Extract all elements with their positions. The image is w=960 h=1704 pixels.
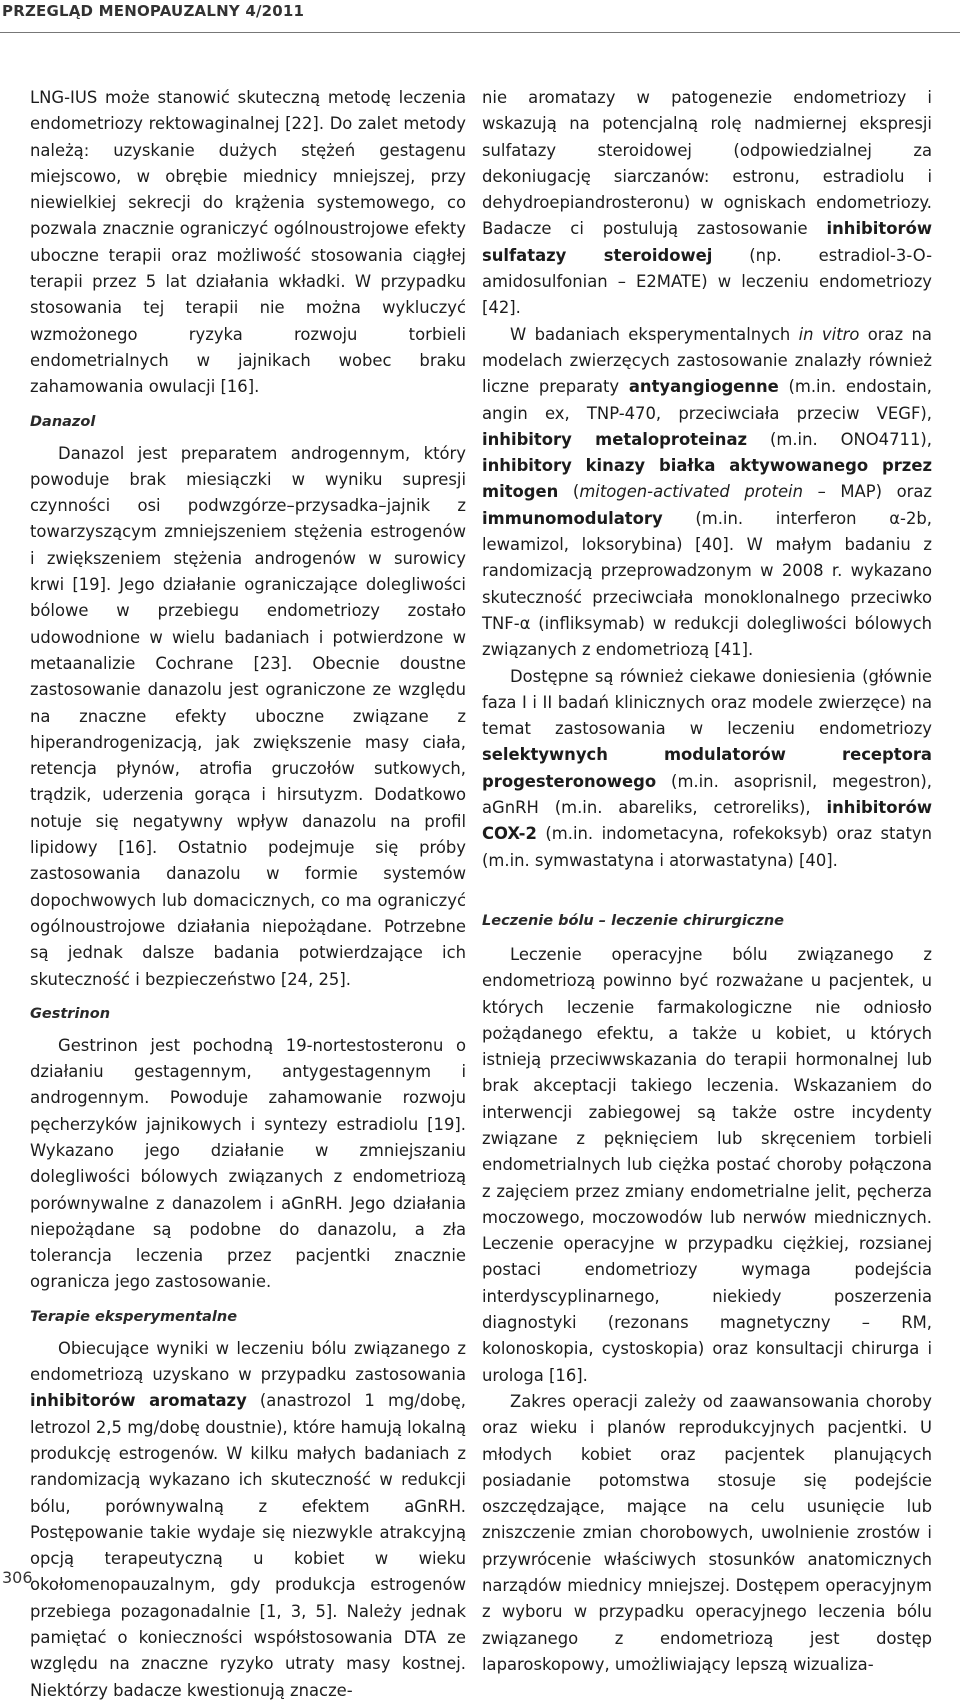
text-run: (m.in. indometacyna, rofekoksyb) oraz statyn (m.in. symwastatyna i atorwastatyna) [40]. (482, 824, 932, 870)
bold-term: inhibitorów COX-2 (482, 798, 932, 844)
italic-term: in vitro (798, 324, 860, 344)
bold-term: selektywnych modulatorów receptora progesteronowego (482, 745, 932, 791)
text-run: (np. estradiol-3-O-amidosulfonian – E2MATE) w leczeniu endometriozy [42]. (482, 245, 932, 318)
text-run: (m.in. ONO4711), (747, 429, 932, 449)
page-number: 306 (2, 1568, 33, 1587)
right-column (482, 85, 932, 1678)
text-run: ( (558, 482, 580, 502)
left-column (30, 85, 466, 1704)
bold-term: inhibitory kinazy białka aktywowanego przez mitogen (482, 456, 932, 502)
heading-danazol: Danazol (30, 413, 96, 430)
text-run: nie aromatazy w patogenezie endometriozy i wskazują na potencjalną rolę nadmiernej ekspresji sulfatazy steroidowej (odpowiedzialnej za dekoniugację siarczanów: estronu, estradiolu i dehydroepiandrosteronu) w ogniskach endometriozy. Badacze ci postulują zastosowanie (482, 88, 932, 239)
heading-leczenie-chirurgiczne: Leczenie bólu – leczenie chirurgiczne (482, 912, 785, 929)
heading-terapie-eksperymentalne: Terapie eksperymentalne (30, 1308, 238, 1325)
bold-term: inhibitorów sulfatazy steroidowej (482, 219, 932, 265)
journal-title: PRZEGLĄD MENOPAUZALNY 4/2011 (2, 2, 305, 20)
text-run: Obiecujące wyniki w leczeniu bólu związanego z endometriozą uzyskano w przypadku zastosowania (30, 1338, 466, 1385)
paragraph-danazol: Danazol jest preparatem androgennym, który powoduje brak miesiączki w wyniku supresji czynności osi podwzgórze–przysadka–jajnik z towarzyszącym zmniejszeniem stężenia estrogenów i zwiększeniem stężenia androgenów w surowicy krwi [19]. Jego działanie ograniczające dolegliwości bólowe w przebiegu endometriozy zostało udowodnione w wielu badaniach i potwierdzone w metaanalizie Cochrane [23]. Obecnie doustne zastosowanie danazolu jest ograniczone ze względu na znaczne efekty uboczne związane z hiperandrogenizacją, jak zwiększenie masy ciała, retencja płynów, atrofia gruczołów sutkowych, trądzik, uderzenia gorąca i hirsutyzm. Dodatkowo notuje się negatywny wpływ danazolu na profil lipidowy [16]. Ostatnio podejmuje się próby zastosowania danazolu w formie systemów dopochwowych lub domacicznych, co ma ograniczyć ogólnoustrojowe działania niepożądane. Potrzebne są jednak dalsze badania potwierdzające ich skuteczność i bezpieczeństwo [24, 25]. (30, 443, 466, 989)
bold-term: immunomodulatory (482, 508, 663, 528)
text-run: (m.in. asoprisnil, megestron), aGnRH (m.in. abareliks, cetroreliks), (482, 771, 932, 818)
paragraph-lng-ius: LNG-IUS może stanowić skuteczną metodę leczenia endometriozy rektowaginalnej [22]. Do zalet metody należą: uzyskanie dużych stężeń gestagenu miejscowo, w obrębie miednicy mniejszej, przy niewielkiej sekrecji do krążenia systemowego, co pozwala znacznie ograniczyć ogólnoustrojowe efekty uboczne terapii oraz możliwość stosowania ciągłej terapii przez 5 lat działania wkładki. W przypadku stosowania tej terapii nie można wykluczyć wzmożonego ryzyka rozwoju torbieli endometrialnych w jajnikach wobec braku zahamowania owulacji [16]. (30, 88, 466, 397)
paragraph-badania-eksperymentalne (482, 322, 932, 664)
bold-term: inhibitory metaloproteinaz (482, 429, 748, 449)
paragraph-leczenie-operacyjne: Leczenie operacyjne bólu związanego z endometriozą powinno być rozważane u pacjentek, u których leczenie farmakologiczne nie odniosło pożądanego efektu, a także u kobiet, u których istnieją przeciwwskazania do terapii hormonalnej lub brak akceptacji takiego leczenia. Wskazaniem do interwencji zabiegowej są także ostre incydenty związane z pęknięciem lub skręceniem torbieli endometrialnych lub ciężka postać choroby połączona z zajęciem przez zmiany endometrialne jelit, pęcherza moczowego, moczowodów lub nerwów miednicznych. Leczenie operacyjne w przypadku ciężkiej, rozsianej postaci endometriozy wymaga podejścia interdyscyplinarnego, niekiedy poszerzenia diagnostyki (rezonans magnetyczny – RM, kolonoskopia, cystoskopia) oraz konsultacji chirurga i urologa [16]. (482, 944, 932, 1385)
text-run: (m.in. interferon α-2b, lewamizol, loksorybina) [40]. W małym badaniu z randomizacją przeprowadzonym w 2008 r. wykazano skuteczność przeciwciała monoklonalnego przeciwko TNF-α (infliksymab) w redukcji dolegliwości bólowych związanych z endometriozą [41]. (482, 508, 932, 660)
header-rule (0, 32, 960, 33)
bold-term: inhibitorów aromatazy (30, 1391, 247, 1411)
bold-term: antyangiogenne (628, 377, 779, 397)
paragraph-zakres-operacji: Zakres operacji zależy od zaawansowania choroby oraz wieku i planów reprodukcyjnych pacjentki. U młodych kobiet oraz pacjentek planujących posiadanie potomstwa stosuje się podejście oszczędzające, mające na celu usunięcie lub zniszczenie zmian chorobowych, uwolnienie zrostów i przywrócenie właściwych stosunków anatomicznych narządów miednicy mniejszej. Dostępem operacyjnym z wyboru w przypadku operacyjnego leczenia bólu związanego z endometriozą jest dostęp laparoskopowy, umożliwiający lepszą wizualiza- (482, 1391, 932, 1674)
italic-term: mitogen-activated protein (579, 482, 803, 502)
text-run: – MAP) oraz (803, 482, 933, 502)
text-run: W badaniach eksperymentalnych (510, 324, 799, 344)
paragraph-aromataza (482, 85, 932, 322)
paragraph-terapie (30, 1336, 466, 1704)
running-header (0, 0, 960, 36)
text-run: oraz na modelach zwierzęcych zastosowanie znalazły również liczne preparaty (482, 324, 932, 397)
paragraph-gestrinon: Gestrinon jest pochodną 19-nortestosteronu o działaniu gestagennym, antygestagennym i androgennym. Powoduje zahamowanie rozwoju pęcherzyków jajnikowych i syntezy estradiolu [19]. Wykazano jego działanie w zmniejszaniu dolegliwości bólowych związanych z endometriozą porównywalne z danazolem i aGnRH. Jego działania niepożądane są podobne do danazolu, a zła tolerancja leczenia przez pacjentki znacznie ogranicza jego zastosowanie. (30, 1035, 466, 1292)
text-run: (anastrozol 1 mg/dobę, letrozol 2,5 mg/dobę doustnie), które hamują lokalną produkcję estrogenów. W kilku małych badaniach z randomizacją wykazano ich skuteczność w redukcji bólu, porównywalną z efektem aGnRH. Postępowanie takie wydaje się niezwykle atrakcyjną opcją terapeutyczną u kobiet w wieku okołomenopauzalnym, gdy produkcja estrogenów przebiega pozagonadalnie [1, 3, 5]. Należy jednak pamiętać o konieczności współstosowania DTA ze względu na znaczne ryzyko utraty masy kostnej. Niektórzy badacze kwestionują znacze- (30, 1391, 466, 1700)
text-run: (m.in. endostain, angin ex, TNP-470, przeciwciała przeciw VEGF), (482, 377, 932, 423)
text-run: Dostępne są również ciekawe doniesienia (głównie faza I i II badań klinicznych oraz modele zwierzęce) na temat zastosowania w leczeniu endometriozy (482, 666, 932, 739)
paragraph-doniesienia (482, 664, 932, 874)
heading-gestrinon: Gestrinon (30, 1005, 111, 1022)
